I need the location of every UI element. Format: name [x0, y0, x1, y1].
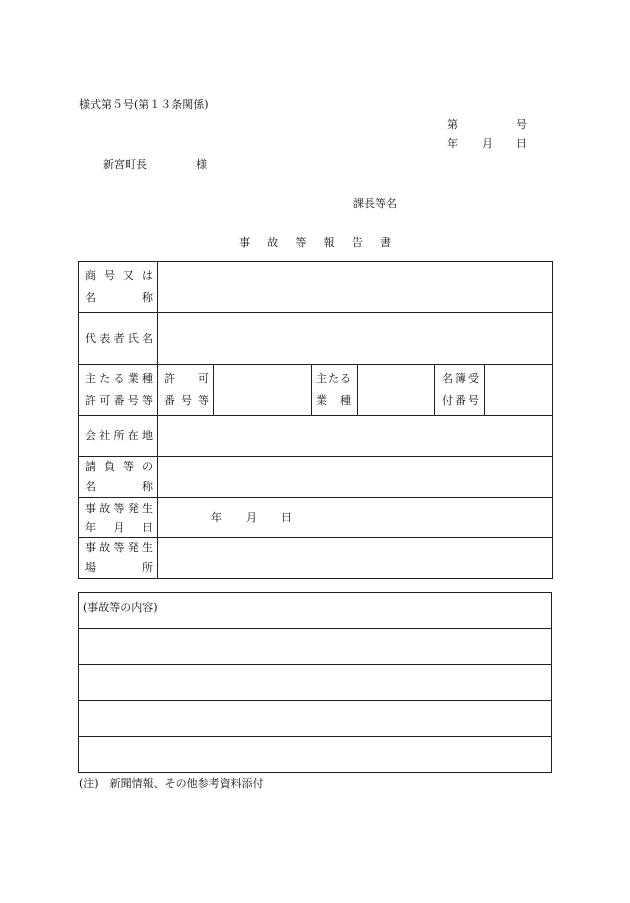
title-char: 等: [295, 236, 307, 249]
trade-name-label: 商 号 又 は 名 称: [79, 262, 158, 313]
permit-number-field[interactable]: [214, 365, 312, 416]
date-day: 日: [516, 137, 527, 150]
recipient-name: 新宮町長: [103, 158, 147, 171]
permit-number-label: 許 可 番 号 等: [158, 365, 214, 416]
footnote: (注) 新聞情報、その他参考資料添付: [79, 777, 264, 790]
sender-name: 課長等名: [353, 197, 397, 210]
details-line[interactable]: [79, 701, 552, 737]
representative-field[interactable]: [158, 313, 553, 365]
incident-month: 月: [246, 510, 257, 524]
details-line[interactable]: [79, 665, 552, 701]
registry-number-field[interactable]: [485, 365, 553, 416]
main-business-permit-label: 主 た る 業 種 許 可 番 号 等: [79, 365, 158, 416]
form-number-label: 様式第５号(第１３条関係): [79, 98, 209, 111]
main-business-field[interactable]: [358, 365, 435, 416]
document-number-suffix: 号: [516, 118, 527, 131]
contract-name-field[interactable]: [158, 457, 553, 498]
title-char: 故: [267, 236, 279, 249]
title-char: 事: [239, 236, 250, 249]
date-month: 月: [482, 137, 493, 150]
trade-name-field[interactable]: [158, 262, 553, 313]
details-line[interactable]: [79, 629, 552, 665]
document-number-prefix: 第: [447, 118, 458, 131]
title-char: 書: [379, 236, 391, 249]
date-year: 年: [447, 137, 458, 150]
report-table: [78, 261, 553, 579]
incident-place-field[interactable]: [158, 538, 553, 579]
incident-date-field[interactable]: [158, 498, 553, 538]
company-address-field[interactable]: [158, 416, 553, 457]
details-table: [78, 592, 552, 773]
details-heading-cell[interactable]: [79, 593, 552, 629]
contract-name-label: 請 負 等 の 名 称: [79, 457, 158, 498]
details-line[interactable]: [79, 737, 552, 773]
registry-number-label: 名 簿 受 付 番 号: [435, 365, 485, 416]
main-business-label: 主 た る 業 種: [312, 365, 358, 416]
incident-place-label: 事 故 等 発 生 場 所: [79, 538, 158, 579]
representative-label: 代 表 者 氏 名: [79, 313, 158, 365]
document-title: [239, 236, 391, 250]
incident-date-label: 事 故 等 発 生 年 月 日: [79, 498, 158, 538]
incident-year: 年: [211, 510, 222, 524]
title-char: 告: [351, 236, 363, 249]
recipient-honorific: 様: [196, 158, 207, 171]
company-address-label: 会 社 所 在 地: [79, 416, 158, 457]
details-heading: (事故等の内容): [83, 601, 158, 614]
incident-day: 日: [281, 510, 292, 524]
title-char: 報: [323, 236, 335, 249]
